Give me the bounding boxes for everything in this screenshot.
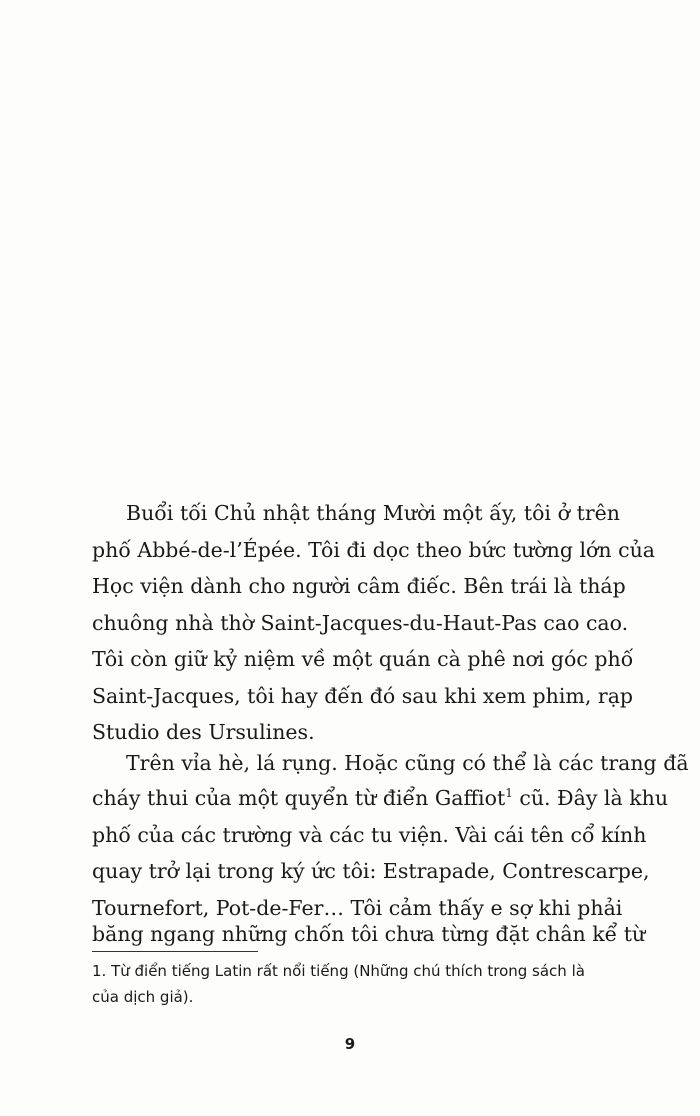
page-number: 9 — [344, 1035, 356, 1053]
p2-line-2-before: cháy thui của một quyển từ điển Gaffiot — [92, 786, 506, 810]
footnote-line-2: của dịch giả). — [92, 988, 194, 1006]
p2-line-6: băng ngang những chốn tôi chưa từng đặt chân kể từ — [92, 922, 646, 946]
p1-line-4: chuông nhà thờ Saint-Jacques-du-Haut-Pas cao cao. — [92, 611, 629, 635]
p1-line-7: Studio des Ursulines. — [92, 720, 315, 744]
p1-line-5: Tôi còn giữ kỷ niệm về một quán cà phê nơi góc phố — [92, 647, 634, 671]
p2-line-2 — [92, 780, 669, 817]
p1-line-6: Saint-Jacques, tôi hay đến đó sau khi xem phim, rạp — [92, 684, 634, 708]
p1-line-3: Học viện dành cho người câm điếc. Bên trái là tháp — [92, 574, 626, 598]
p1-line-2: phố Abbé-de-l’Épée. Tôi đi dọc theo bức tường lớn của — [92, 538, 655, 562]
footnote-divider — [92, 951, 258, 952]
p1-line-1: Buổi tối Chủ nhật tháng Mười một ấy, tôi ở trên — [126, 501, 620, 525]
footnote-reference: 1 — [505, 786, 513, 801]
p2-line-2-after: cũ. Đây là khu — [512, 786, 669, 810]
p2-line-4: quay trở lại trong ký ức tôi: Estrapade, Contrescarpe, — [92, 859, 650, 883]
p2-line-5: Tournefort, Pot-de-Fer… Tôi cảm thấy e sợ khi phải — [92, 896, 623, 920]
p2-line-3: phố của các trường và các tu viện. Vài cái tên cổ kính — [92, 823, 647, 847]
footnote-line-1: 1. Từ điển tiếng Latin rất nổi tiếng (Những chú thích trong sách là — [92, 962, 585, 980]
p2-line-1: Trên vỉa hè, lá rụng. Hoặc cũng có thể là các trang đã — [126, 751, 689, 775]
